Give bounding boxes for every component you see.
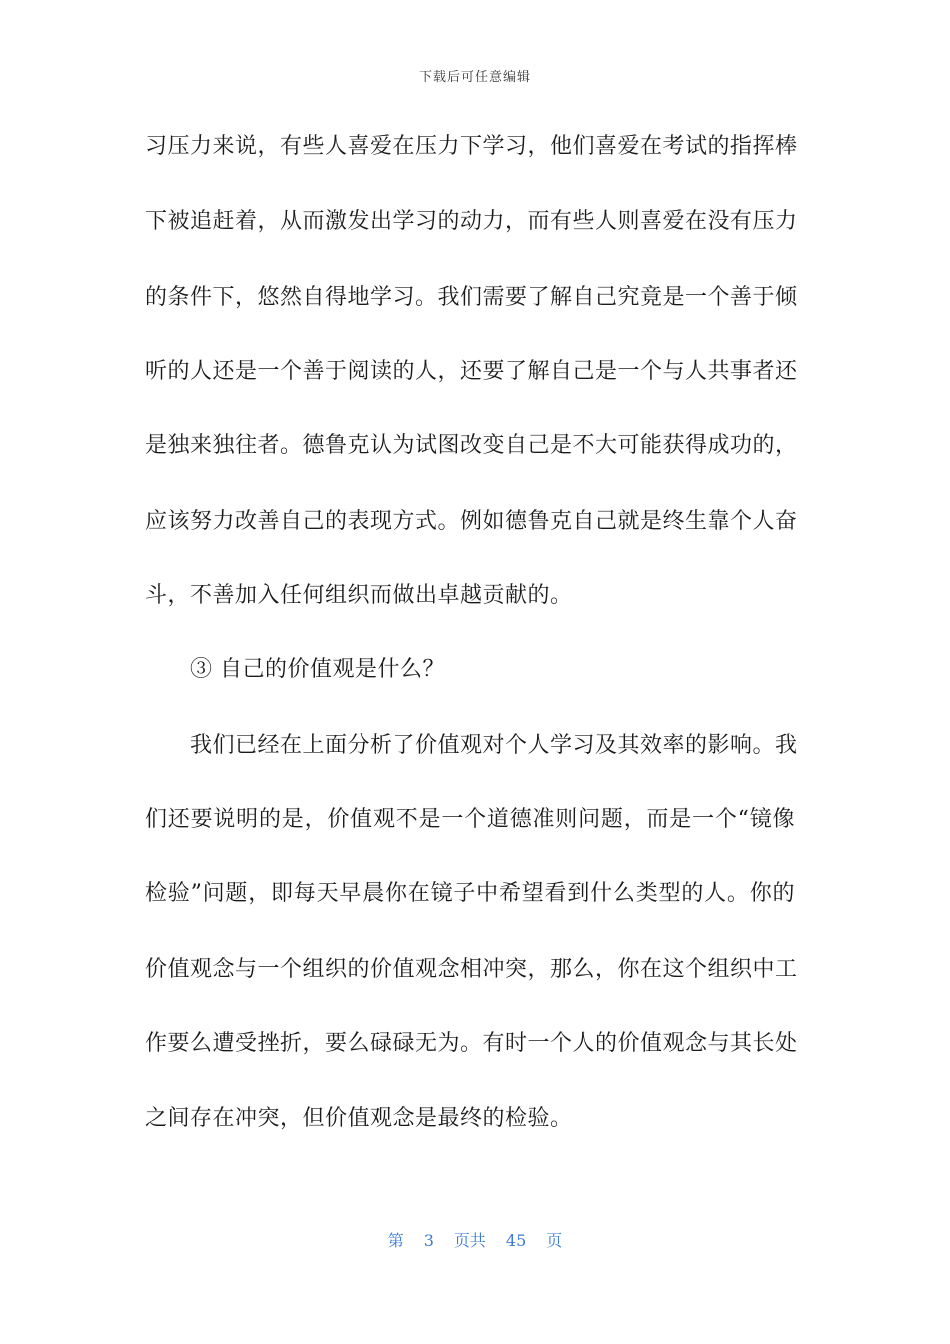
paragraph-line: 的条件下，悠然自得地学习。我们需要了解自己究竟是一个善于倾 (145, 285, 798, 310)
paragraph-line: 们还要说明的是，价值观不是一个道德准则问题，而是一个“镜像 (145, 807, 795, 832)
total-pages: 45 (505, 1231, 527, 1250)
page-header: 下载后可任意编辑 (418, 70, 531, 85)
paragraph-line: 我们已经在上面分析了价值观对个人学习及其效率的影响。我 (190, 733, 798, 758)
paragraph-line: 检验”问题，即每天早晨你在镜子中希望看到什么类型的人。你的 (145, 881, 795, 906)
paragraph-line: 是独来独往者。德鲁克认为试图改变自己是不大可能获得成功的， (145, 433, 798, 458)
paragraph-line: 下被追赶着，从而激发出学习的动力，而有些人则喜爱在没有压力 (145, 209, 798, 234)
paragraph-line: 应该努力改善自己的表现方式。例如德鲁克自己就是终生靠个人奋 (145, 509, 798, 534)
paragraph-line: 习压力来说，有些人喜爱在压力下学习，他们喜爱在考试的指挥棒 (145, 134, 798, 159)
page-label-middle: 页共 (453, 1231, 486, 1250)
paragraph-line: 斗，不善加入任何组织而做出卓越贡献的。 (145, 583, 573, 608)
paragraph-line: 作要么遭受挫折，要么碌碌无为。有时一个人的价值观念与其长处 (145, 1031, 798, 1056)
section-heading: ③ 自己的价值观是什么？ (190, 657, 445, 682)
paragraph-line: 价值观念与一个组织的价值观念相冲突，那么，你在这个组织中工 (145, 957, 798, 982)
page-footer (0, 1228, 950, 1251)
paragraph-line: 之间存在冲突，但价值观念是最终的检验。 (145, 1106, 573, 1131)
page-label-prefix: 第 (387, 1231, 404, 1250)
paragraph-line: 听的人还是一个善于阅读的人，还要了解自己是一个与人共事者还 (145, 359, 798, 384)
page-number: 3 (423, 1231, 434, 1250)
page-label-suffix: 页 (546, 1231, 563, 1250)
